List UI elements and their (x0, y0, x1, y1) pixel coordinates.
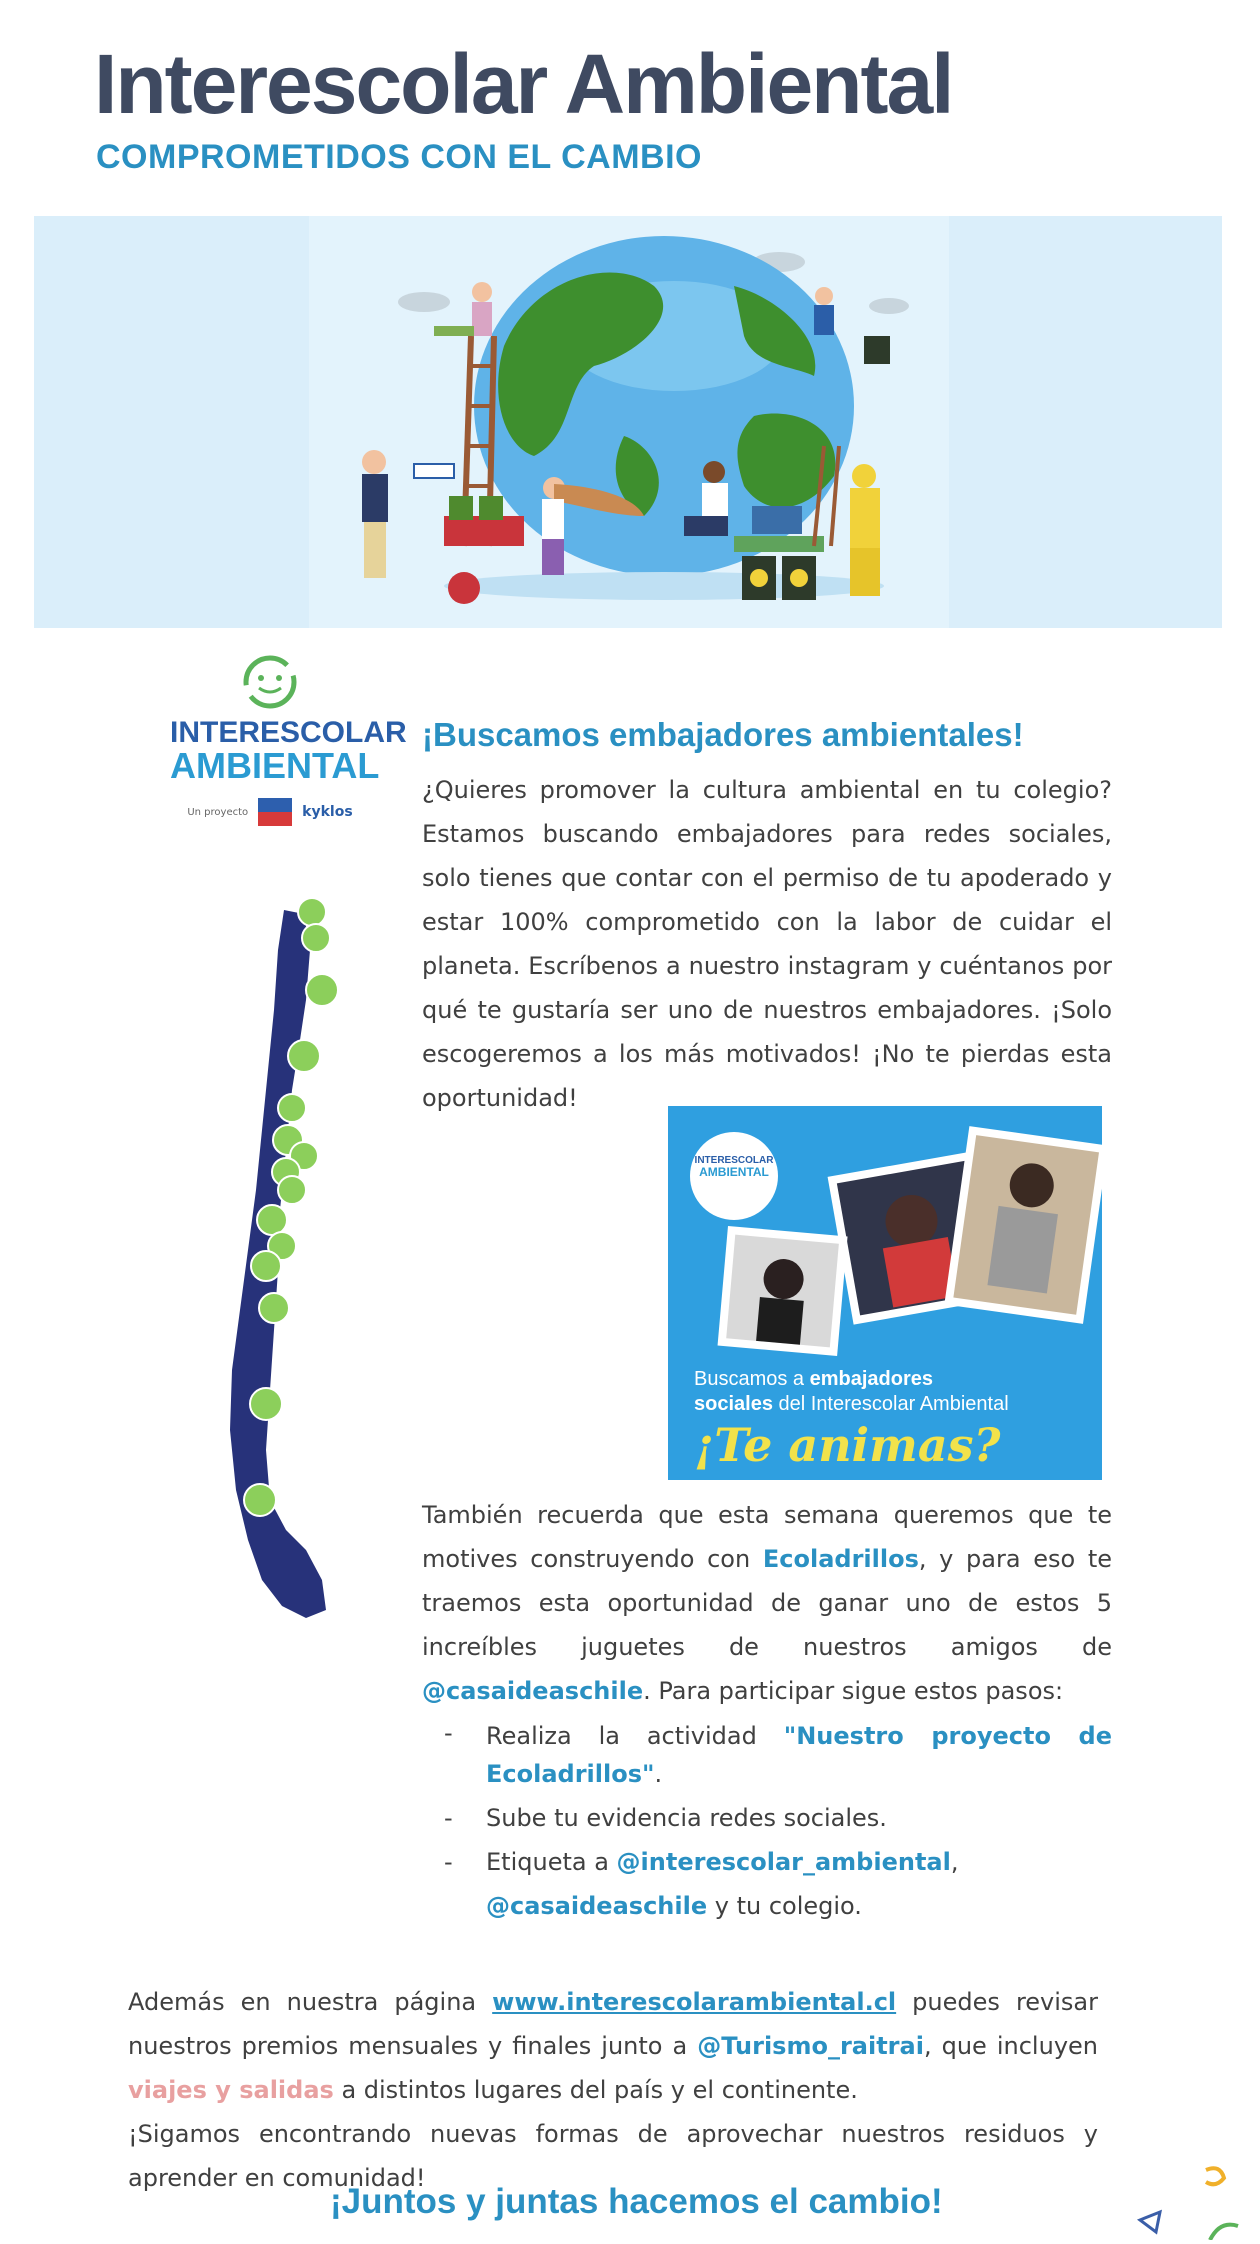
ecoladrillos-link[interactable]: Ecoladrillos (762, 1545, 919, 1573)
promo-logo-line2: AMBIENTAL (699, 1165, 769, 1179)
interescolar-handle-link[interactable]: @interescolar_ambiental (616, 1848, 951, 1876)
recycle-face-icon (170, 650, 370, 714)
promo-line2-rest: del Interescolar Ambiental (772, 1393, 1009, 1415)
closing-text-1: Además en nuestra página (128, 1988, 493, 2016)
step-text-after: . (654, 1760, 663, 1788)
government-seal-icon (258, 798, 292, 826)
interescolar-logo (170, 650, 407, 840)
closing-text-3: , que incluyen (923, 2032, 1098, 2060)
closing-text-4: a distintos lugares del país y el continente. (333, 2076, 858, 2104)
promo-line1 (694, 1368, 933, 1391)
promo-line1-bold: embajadores (809, 1368, 933, 1390)
website-link[interactable]: www.interescolarambiental.cl (492, 1988, 897, 2016)
closing-paragraph (128, 1980, 1098, 2200)
promo-logo-line1: INTERESCOLAR (694, 1155, 774, 1166)
promo-line1-prefix: Buscamos a (694, 1368, 810, 1390)
list-dash: - (444, 1719, 453, 1747)
list-item (422, 1796, 1112, 1840)
closing-text-5: ¡Sigamos encontrando nuevas formas de aprovechar nuestros residuos y aprender en comunidad! (128, 2120, 1098, 2192)
logo-tagline: Un proyecto (187, 806, 249, 818)
logo-line1: INTERESCOLAR (170, 716, 407, 749)
hero-illustration (34, 216, 1222, 628)
closing-text-2: puedes revisar nuestros premios mensuales y finales junto a (128, 1988, 1098, 2060)
casaideas-handle-link[interactable]: @casaideaschile (486, 1892, 708, 1920)
motto-heading: ¡Juntos y juntas hacemos el cambio! (330, 2182, 943, 2221)
ecoladrillos-text-3: . Para participar sigue estos pasos: (643, 1677, 1064, 1705)
turismo-handle-link[interactable]: @Turismo_raitrai (697, 2032, 924, 2060)
ecoladrillos-text-1: También recuerda que esta semana queremos que te motives construyendo con (422, 1501, 1112, 1573)
ecoladrillos-paragraph (422, 1493, 1112, 1713)
ambassadors-promo-image (668, 1106, 1102, 1480)
ecoladrillos-text-2: , y para eso te traemos esta oportunidad de ganar uno de estos 5 increíbles juguetes de nuestros amigos de (422, 1545, 1112, 1661)
section-heading: ¡Buscamos embajadores ambientales! (422, 716, 1024, 753)
step-text-mid: , (950, 1848, 959, 1876)
step-text: Realiza la actividad (486, 1722, 784, 1750)
leaf-doodle-icon (1210, 2225, 1238, 2240)
step-text-after: y tu colegio. (707, 1892, 862, 1920)
casaideas-link[interactable]: @casaideaschile (422, 1677, 644, 1705)
step-text: Etiqueta a (486, 1848, 617, 1876)
list-item (422, 1840, 1112, 1928)
list-dash: - (444, 1848, 453, 1876)
step-text: Sube tu evidencia redes sociales. (486, 1804, 887, 1832)
intro-paragraph: ¿Quieres promover la cultura ambiental en tu colegio? Estamos buscando embajadores para redes sociales, solo tienes que contar con el permiso de tu apoderado y estar 100% comprometido con la labor de cuidar el planeta. Escríbenos a nuestro instagram y cuéntanos por qué te gustaría ser uno de nuestros embajadores. ¡Solo escogeremos a los más motivados! ¡No te pierdas esta oportunidad! (422, 776, 1112, 1112)
chile-map (196, 890, 356, 1630)
logo-line2: AMBIENTAL (170, 745, 380, 786)
page-title: Interescolar Ambiental (94, 37, 953, 131)
page-subtitle: COMPROMETIDOS CON EL CAMBIO (96, 138, 702, 176)
promo-logo (692, 1156, 776, 1178)
travel-highlight: viajes y salidas (128, 2076, 334, 2104)
promo-line2 (694, 1393, 1009, 1416)
step-activity-link[interactable]: "Nuestro proyecto de Ecoladrillos" (486, 1722, 1112, 1788)
decorative-doodles (1060, 2160, 1260, 2240)
triangle-doodle-icon (1140, 2212, 1160, 2232)
list-item (422, 1714, 1112, 1796)
kyklos-brand: kyklos (302, 804, 353, 820)
promo-line2-bold: sociales (694, 1393, 773, 1415)
spiral-doodle-icon (1206, 2168, 1224, 2184)
promo-cta: ¡Te animas? (694, 1418, 1001, 1472)
steps-list (422, 1714, 1112, 1928)
list-dash: - (444, 1804, 453, 1832)
